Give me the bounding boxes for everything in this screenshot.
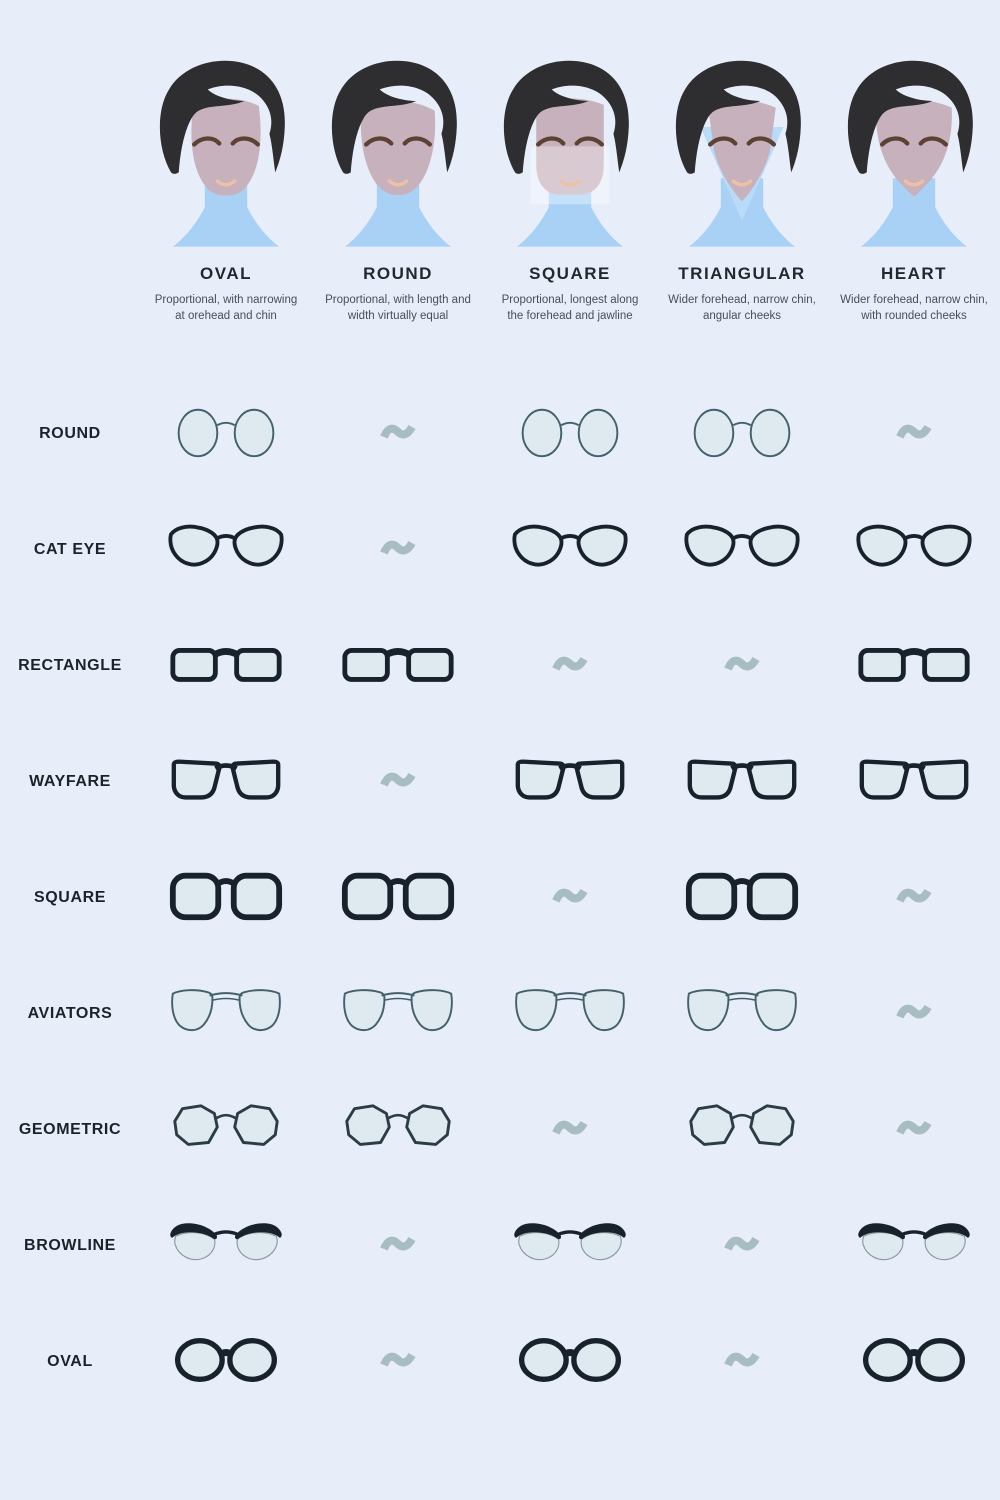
- matrix-cell-square-heart: [828, 840, 1000, 956]
- header-corner-spacer: [0, 54, 140, 350]
- matrix-cell-oval-heart: [828, 1304, 1000, 1420]
- face-shape-label: ROUND: [363, 264, 433, 283]
- face-shape-label: OVAL: [200, 264, 252, 283]
- rectangle-glasses-icon: [168, 635, 284, 698]
- tilde-icon: [724, 651, 760, 682]
- tilde-icon: [896, 419, 932, 450]
- glasses-matrix: [0, 376, 1000, 1420]
- matrix-cell-aviators-square: [484, 956, 656, 1072]
- matrix-cell-aviators-oval: [140, 956, 312, 1072]
- matrix-cell-rectangle-square: [484, 608, 656, 724]
- matrix-cell-square-round: [312, 840, 484, 956]
- matrix-cell-wayfare-heart: [828, 724, 1000, 840]
- oval-face-illustration: [144, 54, 308, 258]
- matrix-cell-cat-eye-triangular: [656, 492, 828, 608]
- matrix-cell-rectangle-heart: [828, 608, 1000, 724]
- glasses-row-square: [0, 840, 1000, 956]
- matrix-cell-rectangle-oval: [140, 608, 312, 724]
- glasses-row-oval: [0, 1304, 1000, 1420]
- wayfare-glasses-icon: [684, 751, 800, 814]
- matrix-cell-wayfare-square: [484, 724, 656, 840]
- square-face-illustration: [488, 54, 652, 258]
- matrix-cell-wayfare-triangular: [656, 724, 828, 840]
- tilde-icon: [552, 883, 588, 914]
- oval-glasses-icon: [512, 1331, 628, 1394]
- glasses-style-label: RECTANGLE: [18, 657, 122, 674]
- matrix-cell-browline-square: [484, 1188, 656, 1304]
- matrix-cell-wayfare-round: [312, 724, 484, 840]
- glasses-style-label: ROUND: [39, 425, 101, 442]
- aviators-glasses-icon: [512, 983, 628, 1046]
- matrix-cell-geometric-triangular: [656, 1072, 828, 1188]
- face-shape-label: TRIANGULAR: [678, 264, 806, 283]
- wayfare-glasses-icon: [856, 751, 972, 814]
- square-glasses-icon: [340, 867, 456, 930]
- glasses-style-label: BROWLINE: [24, 1237, 116, 1254]
- tilde-icon: [896, 883, 932, 914]
- wayfare-glasses-icon: [512, 751, 628, 814]
- cat-eye-glasses-icon: [856, 519, 972, 582]
- face-shape-header: [0, 0, 1000, 350]
- face-shape-description: Proportional, with length and width virtually equal: [325, 294, 471, 323]
- face-shape-label: HEART: [880, 264, 948, 283]
- square-glasses-icon: [168, 867, 284, 930]
- geometric-glasses-icon: [684, 1099, 800, 1162]
- glasses-row-geometric: [0, 1072, 1000, 1188]
- face-shape-label: SQUARE: [529, 264, 611, 283]
- matrix-cell-rectangle-triangular: [656, 608, 828, 724]
- matrix-cell-rectangle-round: [312, 608, 484, 724]
- face-shape-description: Proportional, with narrowing at orehead and chin: [154, 294, 298, 323]
- matrix-cell-round-oval: [140, 376, 312, 492]
- tilde-icon: [724, 1347, 760, 1378]
- matrix-cell-square-square: [484, 840, 656, 956]
- face-column-round: [312, 54, 484, 350]
- glasses-row-aviators: [0, 956, 1000, 1072]
- cat-eye-glasses-icon: [168, 519, 284, 582]
- tilde-icon: [724, 1231, 760, 1262]
- browline-glasses-icon: [856, 1215, 972, 1278]
- face-column-square: [484, 54, 656, 350]
- matrix-cell-round-square: [484, 376, 656, 492]
- face-shape-description: Wider forehead, narrow chin, with rounded cheeks: [840, 294, 988, 323]
- square-glasses-icon: [684, 867, 800, 930]
- aviators-glasses-icon: [684, 983, 800, 1046]
- face-shape-description: Wider forehead, narrow chin, angular cheeks: [668, 294, 816, 323]
- matrix-cell-square-triangular: [656, 840, 828, 956]
- round-glasses-icon: [684, 403, 800, 466]
- matrix-cell-cat-eye-oval: [140, 492, 312, 608]
- aviators-glasses-icon: [168, 983, 284, 1046]
- matrix-cell-oval-round: [312, 1304, 484, 1420]
- glasses-row-browline: [0, 1188, 1000, 1304]
- face-column-oval: [140, 54, 312, 350]
- rectangle-glasses-icon: [856, 635, 972, 698]
- glasses-style-label: GEOMETRIC: [18, 1121, 122, 1138]
- tilde-icon: [896, 999, 932, 1030]
- glasses-style-label: WAYFARE: [29, 773, 111, 790]
- cat-eye-glasses-icon: [512, 519, 628, 582]
- tilde-icon: [380, 1231, 416, 1262]
- face-column-triangular: [656, 54, 828, 350]
- matrix-cell-aviators-heart: [828, 956, 1000, 1072]
- glasses-row-wayfare: [0, 724, 1000, 840]
- matrix-cell-round-round: [312, 376, 484, 492]
- matrix-cell-square-oval: [140, 840, 312, 956]
- geometric-glasses-icon: [168, 1099, 284, 1162]
- triangular-face-illustration: [660, 54, 824, 258]
- tilde-icon: [552, 651, 588, 682]
- matrix-cell-cat-eye-square: [484, 492, 656, 608]
- aviators-glasses-icon: [340, 983, 456, 1046]
- matrix-cell-oval-triangular: [656, 1304, 828, 1420]
- cat-eye-glasses-icon: [684, 519, 800, 582]
- glasses-style-label: OVAL: [47, 1353, 93, 1370]
- matrix-cell-aviators-round: [312, 956, 484, 1072]
- glasses-row-cat-eye: [0, 492, 1000, 608]
- matrix-cell-oval-square: [484, 1304, 656, 1420]
- browline-glasses-icon: [512, 1215, 628, 1278]
- matrix-cell-wayfare-oval: [140, 724, 312, 840]
- tilde-icon: [552, 1115, 588, 1146]
- matrix-cell-oval-oval: [140, 1304, 312, 1420]
- glasses-style-label: CAT EYE: [33, 541, 107, 558]
- face-shape-description: Proportional, longest along the forehead and jawline: [501, 294, 639, 323]
- glasses-style-label: AVIATORS: [27, 1005, 113, 1022]
- tilde-icon: [896, 1115, 932, 1146]
- matrix-cell-browline-round: [312, 1188, 484, 1304]
- matrix-cell-browline-triangular: [656, 1188, 828, 1304]
- matrix-cell-browline-oval: [140, 1188, 312, 1304]
- matrix-cell-cat-eye-heart: [828, 492, 1000, 608]
- face-column-heart: [828, 54, 1000, 350]
- matrix-cell-browline-heart: [828, 1188, 1000, 1304]
- matrix-cell-geometric-round: [312, 1072, 484, 1188]
- tilde-icon: [380, 419, 416, 450]
- glasses-row-round: [0, 376, 1000, 492]
- matrix-cell-geometric-heart: [828, 1072, 1000, 1188]
- matrix-cell-geometric-square: [484, 1072, 656, 1188]
- matrix-cell-aviators-triangular: [656, 956, 828, 1072]
- oval-glasses-icon: [168, 1331, 284, 1394]
- tilde-icon: [380, 767, 416, 798]
- round-face-illustration: [316, 54, 480, 258]
- browline-glasses-icon: [168, 1215, 284, 1278]
- round-glasses-icon: [512, 403, 628, 466]
- glasses-style-label: SQUARE: [33, 889, 107, 906]
- matrix-cell-round-triangular: [656, 376, 828, 492]
- round-glasses-icon: [168, 403, 284, 466]
- matrix-cell-cat-eye-round: [312, 492, 484, 608]
- oval-glasses-icon: [856, 1331, 972, 1394]
- wayfare-glasses-icon: [168, 751, 284, 814]
- rectangle-glasses-icon: [340, 635, 456, 698]
- matrix-cell-round-heart: [828, 376, 1000, 492]
- tilde-icon: [380, 535, 416, 566]
- tilde-icon: [380, 1347, 416, 1378]
- glasses-row-rectangle: [0, 608, 1000, 724]
- matrix-cell-geometric-oval: [140, 1072, 312, 1188]
- heart-face-illustration: [832, 54, 996, 258]
- geometric-glasses-icon: [340, 1099, 456, 1162]
